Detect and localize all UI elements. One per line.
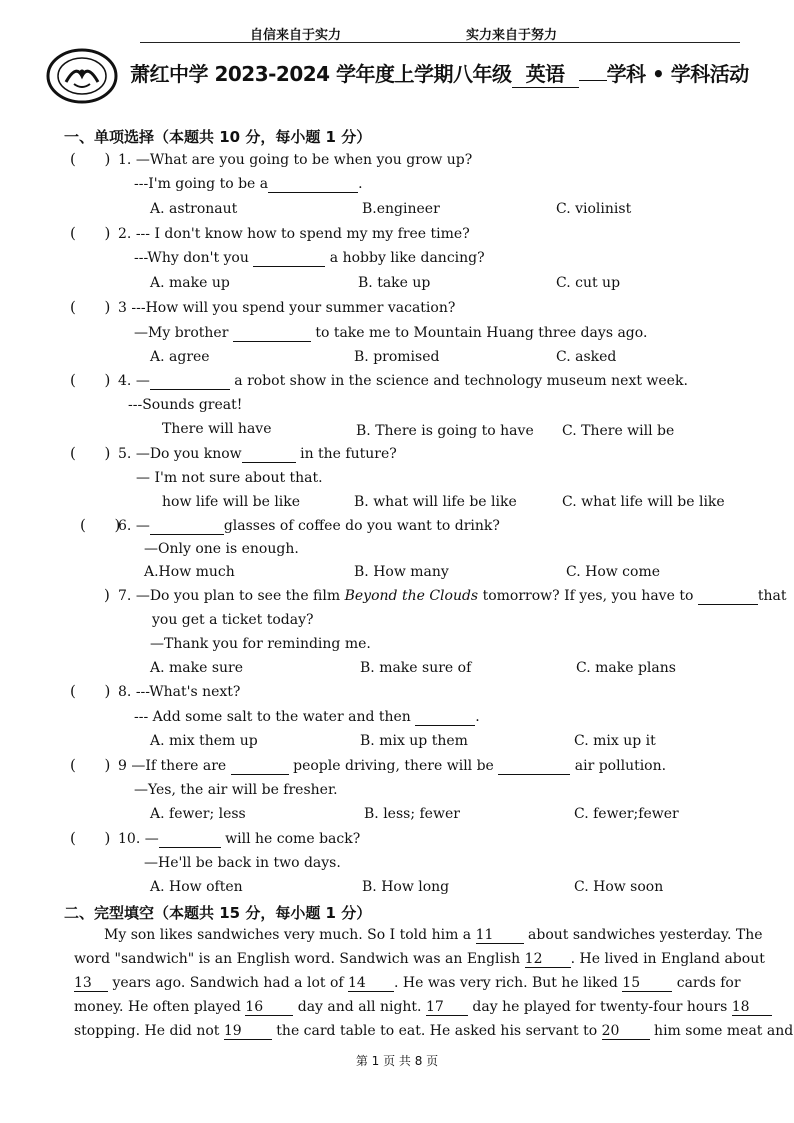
option-b: B.engineer [362,201,440,217]
question-line: ---I'm going to be a . [134,176,363,192]
option-a: A. make up [150,275,230,291]
title-suffix: 学科 • 学科活动 [606,62,749,86]
section-heading-2: 二、完型填空（本题共 15 分，每小题 1 分） [64,904,372,922]
option-a: A. fewer; less [150,806,246,822]
question-line: 5. —Do you know in the future? [118,446,397,462]
question-line: —Yes, the air will be fresher. [134,782,338,798]
question-line: —My brother to take me to Mountain Huang three days ago. [134,325,648,341]
option-c: C. asked [556,349,617,365]
answer-bracket[interactable]: ( ) [70,444,111,462]
option-c: C. make plans [576,660,676,676]
option-b: B. mix up them [360,733,468,749]
option-a: A. agree [150,349,210,365]
question-line: 9 —If there are people driving, there will be air pollution. [118,758,667,774]
motto-left: 自信来自于实力 [250,28,342,43]
option-a: A. astronaut [150,201,238,217]
question-line: — I'm not sure about that. [136,470,323,486]
question-line: —Thank you for reminding me. [150,636,371,652]
page-title [130,58,749,88]
question-line: 8. ---What's next? [118,684,241,700]
title-prefix: 萧红中学 2023-2024 学年度上学期八年级 [130,62,512,86]
passage-line: stopping. He did not 19 the card table to eat. He asked his servant to 20 him some meat and [74,1023,794,1039]
answer-bracket[interactable]: ( ) [80,516,121,534]
answer-bracket[interactable]: ( ) [70,682,111,700]
option-b: B. There is going to have [356,423,534,439]
passage-line: My son likes sandwiches very much. So I told him a 11 about sandwiches yesterday. The [104,927,763,943]
answer-bracket[interactable]: ( ) [70,150,111,168]
question-line: you get a ticket today? [152,612,314,628]
option-a: A. mix them up [150,733,258,749]
answer-bracket[interactable]: ( ) [70,224,111,242]
motto-right: 实力来自于努力 [466,28,558,43]
section-heading-1: 一、单项选择（本题共 10 分，每小题 1 分） [64,128,372,146]
option-a: A. make sure [150,660,244,676]
question-line: ---Why don't you a hobby like dancing? [134,250,485,266]
option-a: There will have [162,421,272,437]
question-line: 6. — glasses of coffee do you want to drink? [118,518,500,534]
title-subject: 英语 [512,58,579,88]
option-a: A. How often [150,879,243,895]
option-c: C. How come [566,564,661,580]
title-blank [579,80,607,81]
header-divider [140,42,740,43]
option-a: how life will be like [162,494,301,510]
question-line: —He'll be back in two days. [144,855,341,871]
option-b: B. take up [358,275,431,291]
question-line: --- Add some salt to the water and then . [134,709,480,725]
option-c: C. violinist [556,201,632,217]
option-a: A.How much [144,564,235,580]
passage-line: word "sandwich" is an English word. Sandwich was an English 12 . He lived in England about [74,951,765,967]
question-line: 2. --- I don't know how to spend my my free time? [118,226,470,242]
question-line: ---Sounds great! [128,397,243,413]
option-c: C. fewer;fewer [574,806,679,822]
answer-bracket[interactable]: ( ) [70,371,111,389]
question-line: 7. —Do you plan to see the film Beyond the Clouds tomorrow? If yes, you have to that [118,588,787,604]
school-logo [46,48,118,104]
page-number: 第 1 页 共 8 页 [355,1054,439,1068]
option-b: B. less; fewer [364,806,460,822]
option-b: B. make sure of [360,660,472,676]
option-b: B. How long [362,879,450,895]
passage-line: 13 years ago. Sandwich had a lot of 14 . He was very rich. But he liked 15 cards for [74,975,741,991]
question-line: 1. —What are you going to be when you grow up? [118,152,473,168]
option-b: B. what will life be like [354,494,517,510]
answer-bracket[interactable]: ) [104,586,110,604]
answer-bracket[interactable]: ( ) [70,298,111,316]
option-c: C. How soon [574,879,664,895]
option-c: C. what life will be like [562,494,725,510]
option-c: C. mix up it [574,733,656,749]
question-line: 10. — will he come back? [118,831,361,847]
passage-line: money. He often played 16 day and all night. 17 day he played for twenty-four hours 18 [74,999,734,1016]
option-c: C. There will be [562,423,675,439]
answer-bracket[interactable]: ( ) [70,756,111,774]
question-line: 4. — a robot show in the science and technology museum next week. [118,373,688,389]
option-b: B. promised [354,349,440,365]
answer-bracket[interactable]: ( ) [70,829,111,847]
option-c: C. cut up [556,275,621,291]
question-line: 3 ---How will you spend your summer vacation? [118,300,456,316]
option-b: B. How many [354,564,449,580]
question-line: —Only one is enough. [144,541,299,557]
